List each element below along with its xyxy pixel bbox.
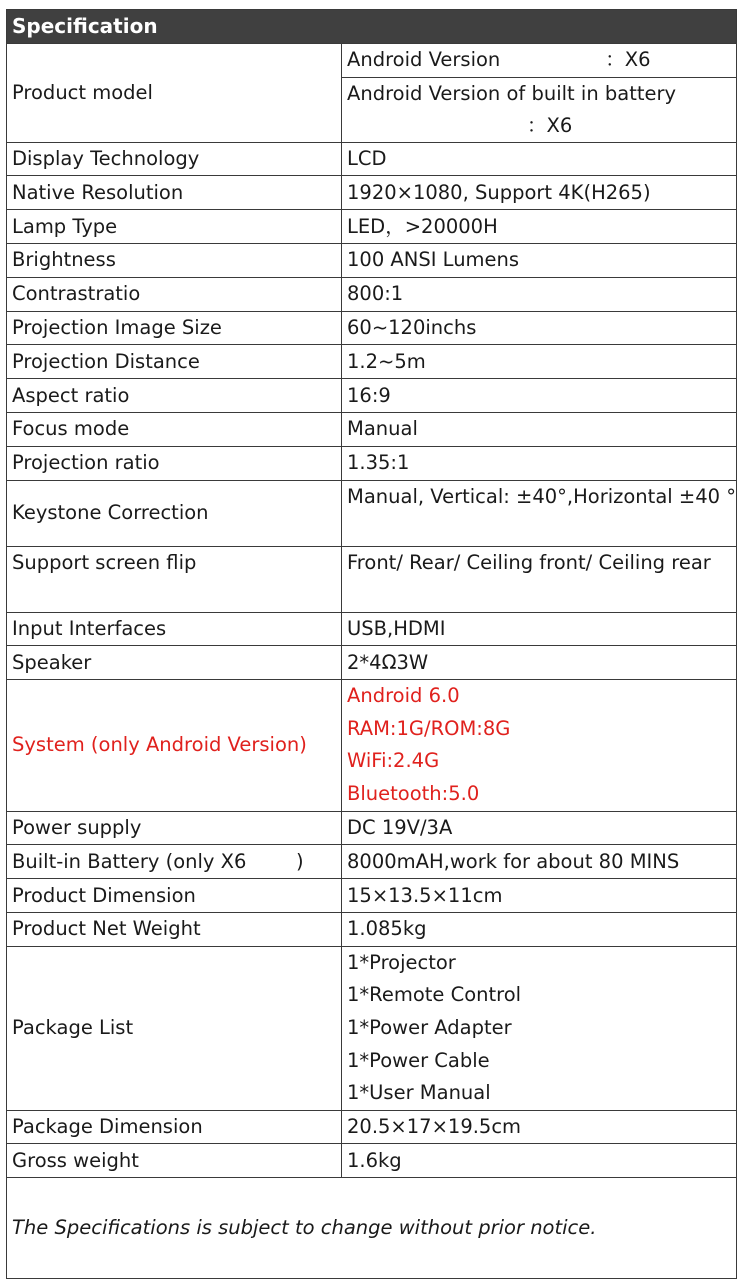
spec-value: 16:9 [342, 379, 737, 413]
spec-label: Input Interfaces [7, 612, 342, 646]
table-title: Specification [7, 10, 737, 44]
table-row [7, 612, 737, 646]
spec-label: Power supply [7, 811, 342, 845]
table-row [7, 912, 737, 946]
table-row [7, 480, 737, 546]
spec-value: DC 19V/3A [342, 811, 737, 845]
table-row [7, 680, 737, 811]
spec-label: Projection Image Size [7, 311, 342, 345]
spec-value [342, 946, 737, 1110]
package-item: 1*Remote Control [347, 983, 522, 1007]
spec-value: 100 ANSI Lumens [342, 243, 737, 277]
package-item: 1*Projector [347, 950, 456, 974]
spec-label: System (only Android Version) [7, 680, 342, 811]
spec-value: 1.2~5m [342, 345, 737, 379]
spec-label: Focus mode [7, 412, 342, 446]
spec-value: 1.35:1 [342, 446, 737, 480]
spec-label: Product Dimension [7, 879, 342, 913]
spec-label: Native Resolution [7, 176, 342, 210]
specification-table [6, 9, 737, 1279]
system-line: RAM:1G/ROM:8G [347, 716, 511, 740]
spec-value: 1.085kg [342, 912, 737, 946]
footnote: The Specifications is subject to change without prior notice. [7, 1178, 737, 1279]
spec-label: Support screen flip [7, 546, 342, 612]
spec-label: Contrastratio [7, 277, 342, 311]
model-variant-name: Android Version [347, 48, 501, 72]
spec-value: Manual [342, 412, 737, 446]
spec-value: 8000mAH,work for about 80 MINS [342, 845, 737, 879]
table-row [7, 811, 737, 845]
table-row [7, 1110, 737, 1144]
table-row [7, 243, 737, 277]
table-row [7, 142, 737, 176]
table-row [7, 345, 737, 379]
table-row [7, 379, 737, 413]
table-row [7, 946, 737, 1110]
system-line: Bluetooth:5.0 [347, 781, 480, 805]
spec-value: 1920×1080, Support 4K(H265) [342, 176, 737, 210]
spec-label: Keystone Correction [7, 480, 342, 546]
table-row [7, 210, 737, 244]
package-item: 1*Power Cable [347, 1048, 490, 1072]
spec-value: USB,HDMI [342, 612, 737, 646]
spec-label: Product model [7, 43, 342, 142]
package-item: 1*Power Adapter [347, 1015, 512, 1039]
table-row [7, 43, 737, 77]
model-variant-value: ：X6 [605, 48, 651, 72]
table-row [7, 646, 737, 680]
spec-value: 60~120inchs [342, 311, 737, 345]
spec-label: Speaker [7, 646, 342, 680]
table-row [7, 546, 737, 612]
spec-label: Package Dimension [7, 1110, 342, 1144]
spec-label: Package List [7, 946, 342, 1110]
table-header-row [7, 10, 737, 44]
spec-value: 15×13.5×11cm [342, 879, 737, 913]
table-row [7, 311, 737, 345]
system-line: WiFi:2.4G [347, 749, 440, 773]
spec-value [342, 43, 737, 77]
model-variant-value: ：X6 [527, 113, 573, 137]
table-row [7, 446, 737, 480]
spec-value: LED，>20000H [342, 210, 737, 244]
spec-label: Built-in Battery (only X6 ) [7, 845, 342, 879]
spec-label: Gross weight [7, 1144, 342, 1178]
spec-value: 2*4Ω3W [342, 646, 737, 680]
table-row [7, 879, 737, 913]
spec-value [342, 77, 737, 142]
spec-label: Aspect ratio [7, 379, 342, 413]
spec-label: Projection ratio [7, 446, 342, 480]
spec-label: Lamp Type [7, 210, 342, 244]
table-row [7, 1144, 737, 1178]
spec-label: Display Technology [7, 142, 342, 176]
footnote-row [7, 1178, 737, 1279]
spec-value: 20.5×17×19.5cm [342, 1110, 737, 1144]
spec-value: LCD [342, 142, 737, 176]
spec-value: Front/ Rear/ Ceiling front/ Ceiling rear [342, 546, 737, 612]
spec-label: Brightness [7, 243, 342, 277]
table-row [7, 845, 737, 879]
spec-value: Manual, Vertical: ±40°,Horizontal ±40 ° [342, 480, 737, 546]
table-row [7, 277, 737, 311]
spec-label: Product Net Weight [7, 912, 342, 946]
model-variant-name: Android Version of built in battery [347, 81, 677, 105]
spec-value: 1.6kg [342, 1144, 737, 1178]
spec-label: Projection Distance [7, 345, 342, 379]
package-item: 1*User Manual [347, 1081, 491, 1105]
table-row [7, 176, 737, 210]
spec-value [342, 680, 737, 811]
system-line: Android 6.0 [347, 684, 460, 708]
table-row [7, 412, 737, 446]
spec-value: 800:1 [342, 277, 737, 311]
